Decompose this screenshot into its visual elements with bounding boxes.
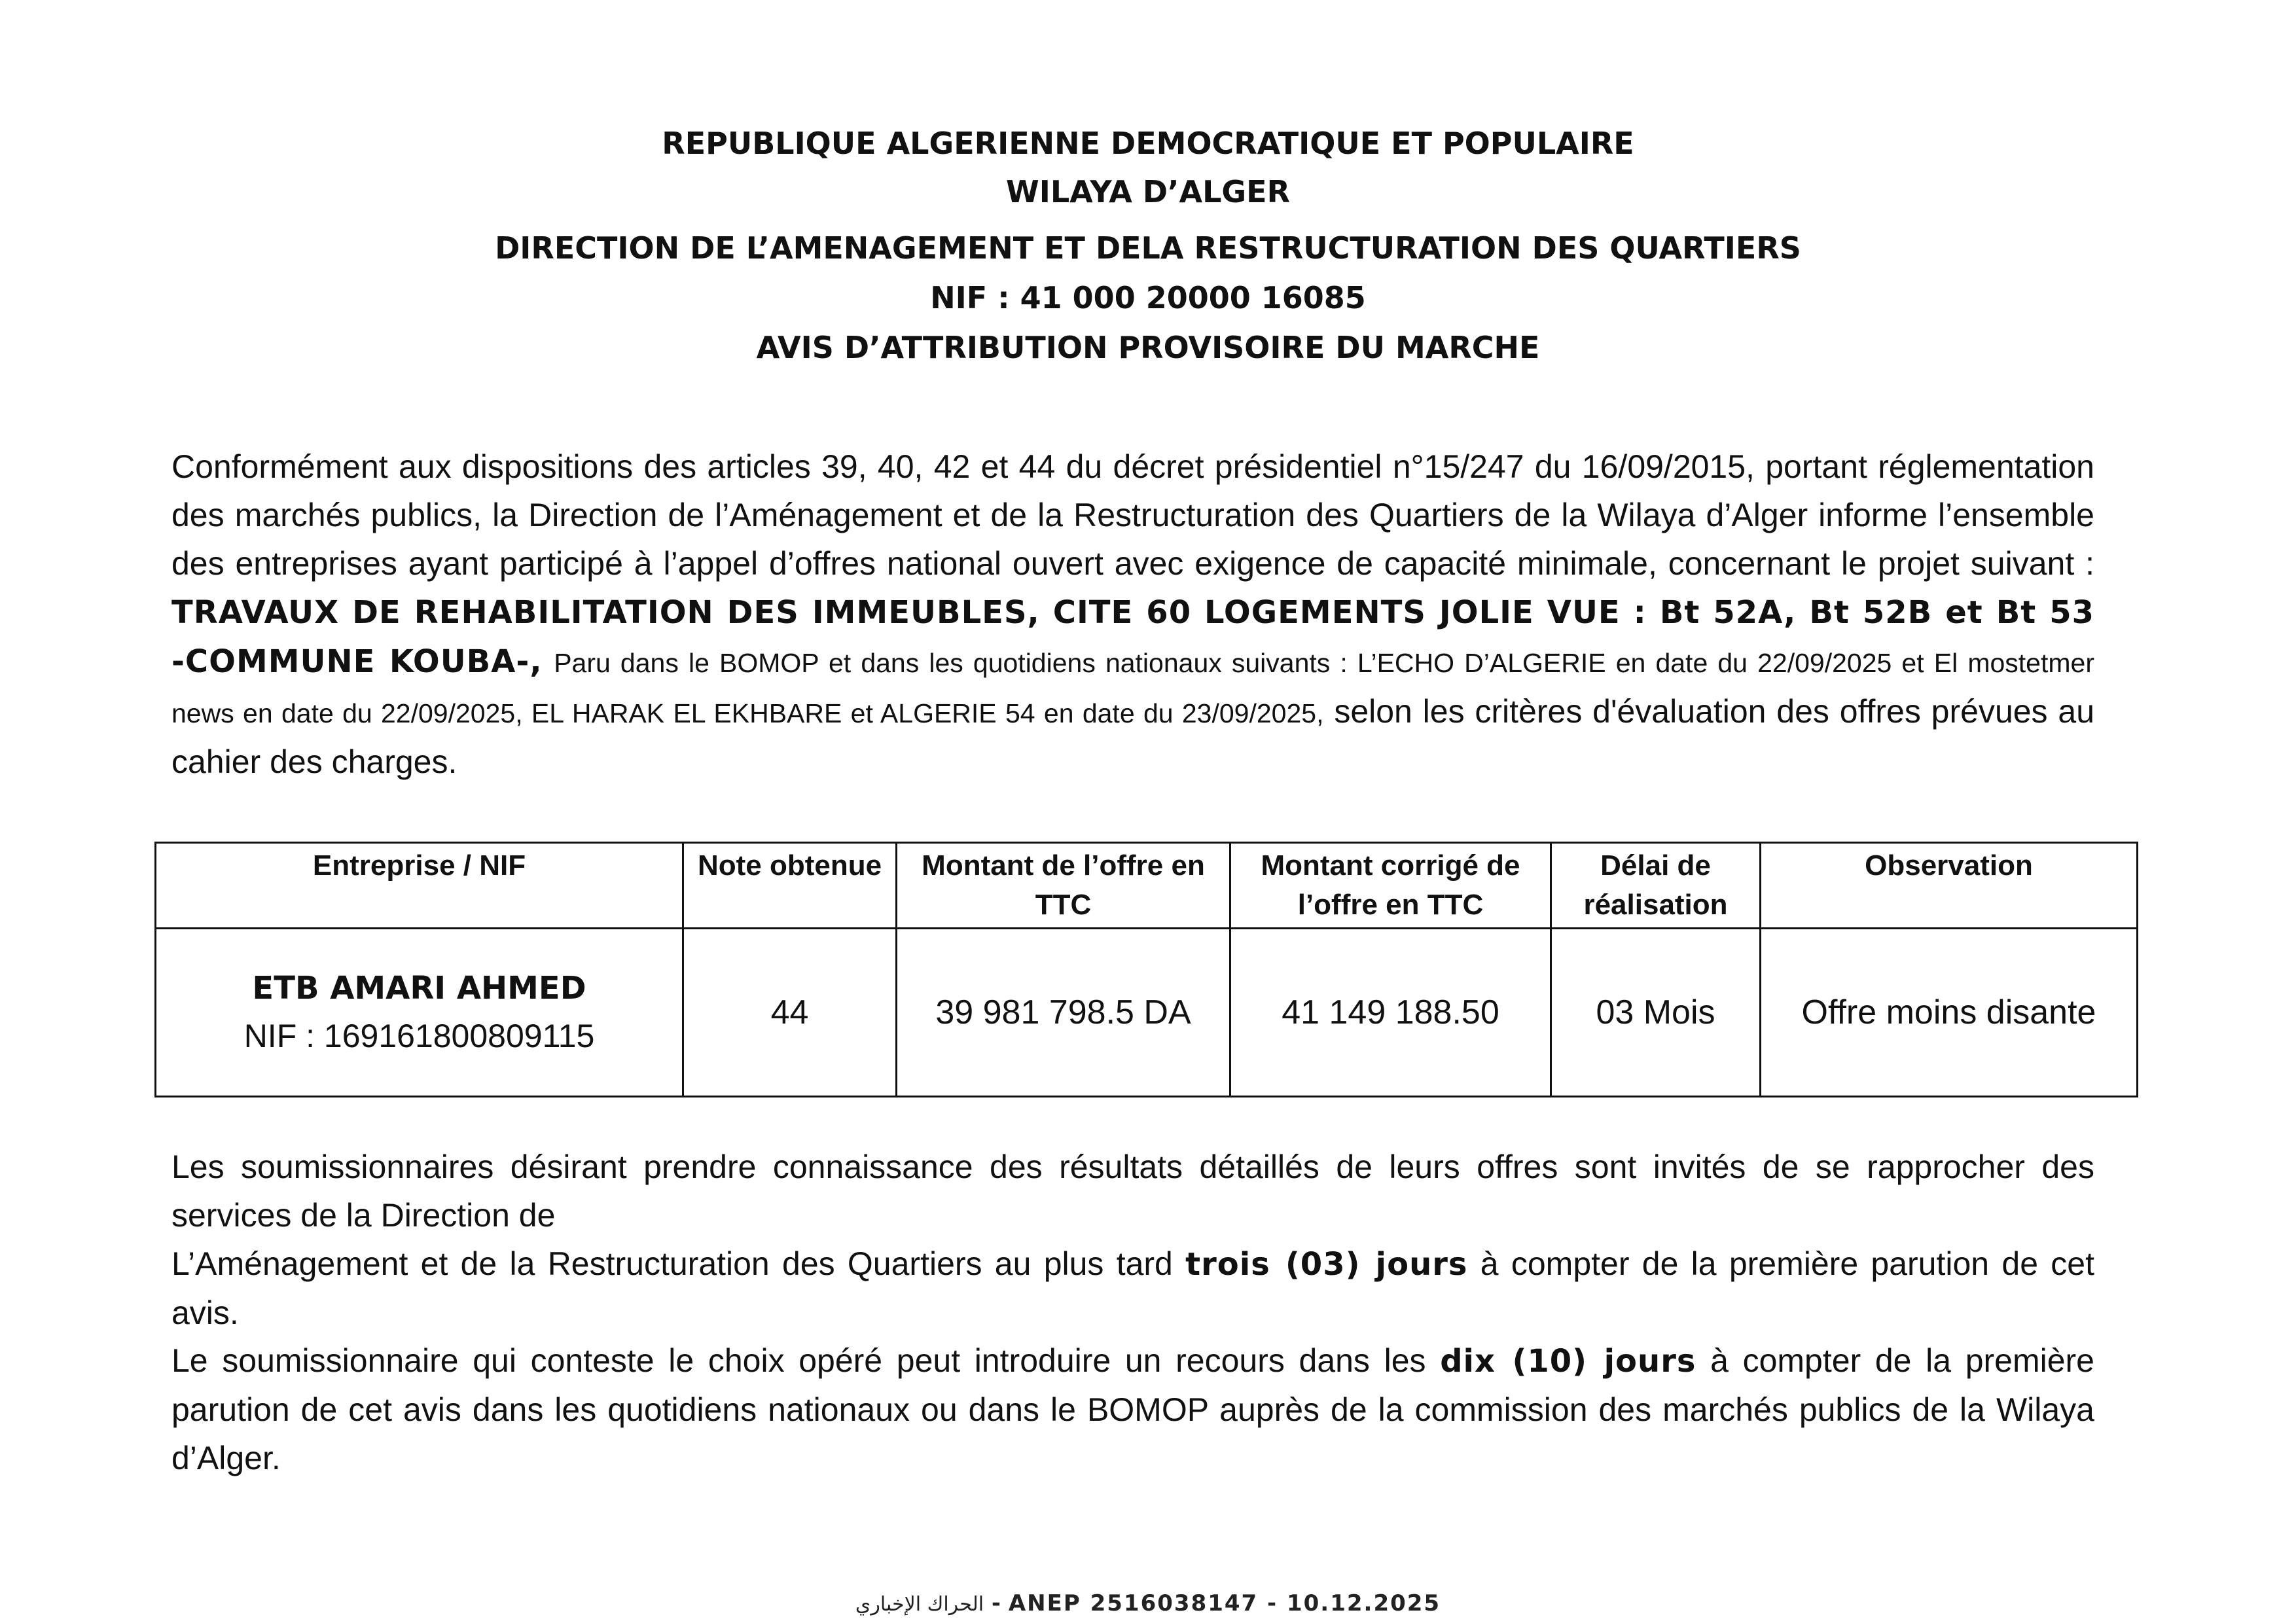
table-row <box>156 929 2138 1097</box>
consultation-deadline: trois (03) jours <box>1185 1246 1468 1283</box>
anep-reference: - ANEP 2516038147 - 10.12.2025 <box>991 1590 1441 1616</box>
col-header-score: Note obtenue <box>683 843 897 929</box>
score-cell: 44 <box>683 929 897 1097</box>
col-header-delay: Délai de réalisation <box>1551 843 1761 929</box>
newspaper-name: الحراك الإخباري <box>855 1593 984 1616</box>
company-nif: NIF : 169161800809115 <box>243 1018 595 1054</box>
observation-cell: Offre moins disante <box>1761 929 2138 1097</box>
consultation-text-c: à compter de la première parution de cet avis. <box>171 1245 2094 1331</box>
col-header-corrected: Montant corrigé de l’offre en TTC <box>1230 843 1551 929</box>
consultation-paragraph <box>171 1143 2094 1337</box>
company-name: ETB AMARI AHMED <box>252 970 586 1007</box>
intro-paragraph <box>171 442 2094 786</box>
table-header-row <box>156 843 2138 929</box>
notice-title: AVIS D’ATTRIBUTION PROVISOIRE DU MARCHE <box>756 330 1540 365</box>
delay-cell: 03 Mois <box>1551 929 1761 1097</box>
consultation-text-a: Les soumissionnaires désirant prendre connaissance des résultats détaillés de leurs offres sont invités de se rapprocher des services de la Direction de <box>171 1149 2094 1234</box>
appeal-text-b: à compter de la première parution de cet avis dans les quotidiens nationaux ou dans le BOMOP auprès de la commission des marchés publics de la Wilaya d’Alger. <box>171 1342 2094 1476</box>
intro-text: Conformément aux dispositions des articles 39, 40, 42 et 44 du décret présidentiel n°15/247 du 16/09/2015, portant réglementation des marchés publics, la Direction de l’Aménagement et de la Restructuration des Quartiers de la Wilaya d’Alger informe l’ensemble des entreprises ayant participé à l’appel d’offres national ouvert avec exigence de capacité minimale, concernant le projet suivant : <box>171 448 2094 582</box>
header-wilaya: WILAYA D’ALGER <box>1005 174 1291 209</box>
consultation-text-b: L’Aménagement et de la Restructuration des Quartiers au plus tard <box>171 1245 1173 1282</box>
appeal-paragraph <box>171 1336 2094 1482</box>
evaluation-criteria: selon les critères d'évaluation des offres prévues au cahier des charges. <box>171 693 2094 780</box>
project-title: TRAVAUX DE REHABILITATION DES IMMEUBLES, CITE 60 LOGEMENTS JOLIE VUE : Bt 52A, Bt 52B et Bt 53 -COMMUNE KOUBA-, <box>171 594 2094 680</box>
appeal-deadline: dix (10) jours <box>1440 1343 1696 1380</box>
header-nif: NIF : 41 000 20000 16085 <box>930 280 1366 315</box>
header-republic: REPUBLIQUE ALGERIENNE DEMOCRATIQUE ET POPULAIRE <box>662 126 1634 161</box>
header-direction: DIRECTION DE L’AMENAGEMENT ET DELA RESTRUCTURATION DES QUARTIERS <box>495 230 1801 266</box>
col-header-observation: Observation <box>1761 843 2138 929</box>
appeal-text-a: Le soumissionnaire qui conteste le choix opéré peut introduire un recours dans les <box>171 1342 1426 1379</box>
publication-info: Paru dans le BOMOP et dans les quotidiens nationaux suivants : L’ECHO D’ALGERIE en date du 22/09/2025 et El mostetmer news en date du 22/09/2025, EL HARAK EL EKHBARE et ALGERIE 54 en date du 23/09/2025, <box>171 648 2094 728</box>
results-table <box>154 842 2138 1097</box>
amount-cell: 39 981 798.5 DA <box>897 929 1230 1097</box>
corrected-amount-cell: 41 149 188.50 <box>1230 929 1551 1097</box>
publication-footer <box>0 1590 2296 1616</box>
company-cell <box>156 929 683 1097</box>
col-header-company: Entreprise / NIF <box>156 843 683 929</box>
col-header-amount: Montant de l’offre en TTC <box>897 843 1230 929</box>
